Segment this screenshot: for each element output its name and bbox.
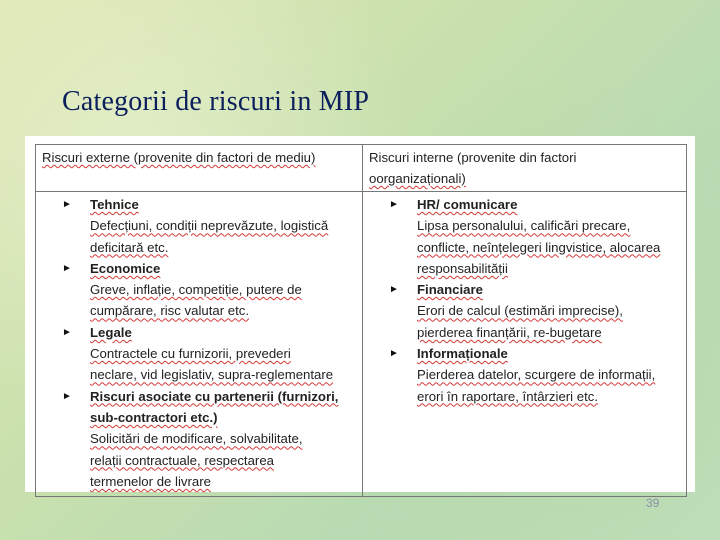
arrow-bullet-icon: ► [389,199,399,210]
item-line: Contractele cu furnizorii, prevederi [90,346,291,362]
item-heading: Tehnice [90,197,139,212]
slide-title: Categorii de riscuri in MIP [62,86,370,117]
item-heading-line2: sub-contractori etc.) [90,409,218,425]
header-internal-line2: oorganizaționali) [369,171,466,186]
internal-risks-cell [363,192,687,497]
arrow-bullet-icon: ► [62,326,72,338]
item-heading: Informaționale [417,346,508,362]
list-item [369,279,680,343]
page-number: 39 [646,496,660,510]
item-line: deficitară etc. [90,239,169,255]
list-item [42,322,356,386]
list-item [369,343,680,407]
item-heading: HR/ comunicare [417,197,518,212]
item-line: Defecțiuni, condiții neprevăzute, logistică [90,218,329,234]
risk-table-image [25,136,695,492]
item-line: termenelor de livrare [90,473,211,489]
item-line: conflicte, neînțelegeri lingvistice, alocarea [417,239,661,255]
external-risks-cell [36,192,363,497]
item-heading: Economice [90,260,161,276]
arrow-bullet-icon: ► [389,348,399,360]
item-line: neclare, vid legislativ, supra-reglementare [90,367,334,383]
header-external: Riscuri externe (provenite din factori de mediu) [36,145,363,192]
list-item [42,386,356,492]
item-line: Greve, inflație, competiție, putere de [90,282,302,298]
arrow-bullet-icon: ► [62,199,72,210]
risk-categories-table [35,144,687,497]
item-heading: Riscuri asociate cu partenerii (furnizori, [90,388,339,404]
item-line: erori în raportare, întârzieri etc. [417,388,599,404]
item-line: cumpărare, risc valutar etc. [90,303,250,319]
table-body-row [36,192,687,497]
list-item [42,194,356,258]
list-item [369,194,680,279]
item-line: Lipsa personalului, calificări precare, [417,218,631,234]
arrow-bullet-icon: ► [62,390,72,402]
item-heading: Financiare [417,282,483,298]
arrow-bullet-icon: ► [62,262,72,274]
item-line: Pierderea datelor, scurgere de informații, [417,367,656,383]
header-internal [363,145,687,192]
item-line: Solicitări de modificare, solvabilitate, [90,431,303,447]
header-internal-line1: Riscuri interne (provenite din factori [369,150,577,165]
item-line: pierderea finanțării, re-bugetare [417,324,602,340]
arrow-bullet-icon: ► [389,284,399,296]
table-header-row [36,145,687,192]
item-heading: Legale [90,324,132,340]
item-line: Erori de calcul (estimări imprecise), [417,303,623,319]
item-line: responsabilității [417,260,508,276]
list-item [42,258,356,322]
item-line: relații contractuale, respectarea [90,452,274,468]
